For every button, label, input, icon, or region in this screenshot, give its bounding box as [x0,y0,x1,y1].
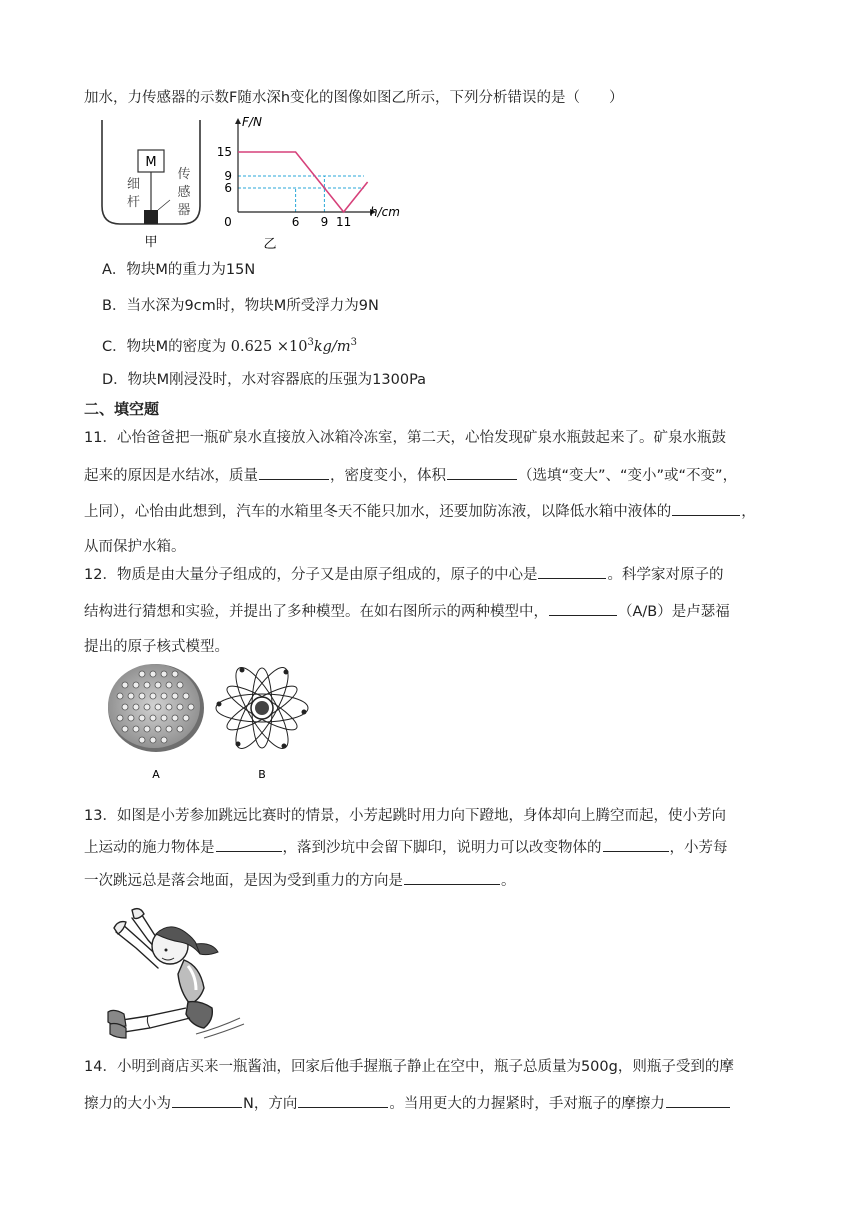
electron-dot-2 [161,671,167,677]
electron-dot-38 [150,737,156,743]
q11-line2: 起来的原因是水结冰，质量 ，密度变小，体积 （选填“变大”、“变小”或“不变”， [84,465,737,486]
y-axis-arrow [235,118,241,124]
option-a: A．物块M的重力为15N [102,262,256,278]
series-line [238,152,368,212]
electron-dot-16 [183,693,189,699]
electron-dot-39 [161,737,167,743]
electron-dot-15 [172,693,178,699]
q12-blank-2[interactable] [549,601,617,616]
q12-line1: 12．物质是由大量分子组成的，分子又是由原子组成的，原子的中心是 。科学家对原子的 [84,564,723,585]
x-tick-label-3: 11 [335,215,352,229]
electron-dot-1 [150,671,156,677]
electron-dot-31 [122,726,128,732]
sensor-block [144,210,158,224]
electron-dot-25 [128,715,134,721]
q14-blank-2[interactable] [298,1093,388,1108]
q11-blank-3[interactable] [672,501,740,516]
figure-jia [96,114,208,254]
q14-line1: 14．小明到商店买来一瓶酱油，回家后他手握瓶子静止在空中，瓶子总质量为500g，则瓶子受到的摩 [84,1059,734,1075]
atom-model-b-label: B [258,768,266,781]
electron-dot-12 [139,693,145,699]
electron-dot-7 [155,682,161,688]
electron-dot-13 [150,693,156,699]
q13-blank-3[interactable] [404,870,500,885]
electron-dot-19 [144,704,150,710]
rod-label-2: 杆 [126,195,140,210]
electron-dot-36 [177,726,183,732]
q13-line2: 上运动的施力物体是 ，落到沙坑中会留下脚印，说明力可以改变物体的 ，小芳每 [84,837,728,858]
atom-model-a-label: A [152,768,160,781]
electron-dot-30 [183,715,189,721]
electron-dot-28 [161,715,167,721]
electron-dot-29 [172,715,178,721]
block-m-label: M [145,155,157,170]
electron-dot-33 [144,726,150,732]
electron-dot-24 [117,715,123,721]
electron-dot-5 [133,682,139,688]
x-axis-label: h/cm [370,205,400,219]
atom-model-b-image [212,660,316,784]
x-tick-label-1: 6 [291,215,300,229]
electron-dot-37 [139,737,145,743]
electron-dot-34 [155,726,161,732]
sensor-label-2: 感 [177,185,191,200]
y-tick-label-2: 9 [224,169,232,183]
electron-dot-32 [133,726,139,732]
option-c-math: $0.625 \times 10^3kg/m^3$ [230,337,357,355]
electron-dot-4 [122,682,128,688]
y-tick-label-1: 6 [224,181,232,195]
long-jump-image [100,904,260,1040]
electron-dot-35 [166,726,172,732]
fig-yi-caption: 乙 [263,237,277,252]
q11-line4: 从而保护水箱。 [84,539,186,555]
q13-blank-1[interactable] [216,837,282,852]
electron-dot-26 [139,715,145,721]
figure-yi-chart [208,110,408,258]
q11-line3: 上同），心怡由此想到，汽车的水箱里冬天不能只加水，还要加防冻液，以降低水箱中液体的 ， [84,501,756,522]
q10-stem: 加水，力传感器的示数F随水深h变化的图像如图乙所示，下列分析错误的是（ ） [84,90,624,106]
q11-blank-2[interactable] [447,465,517,480]
fig-jia-caption: 甲 [144,235,158,250]
y-tick-label-3: 15 [216,145,232,159]
option-b: B．当水深为9cm时，物块M所受浮力为9N [102,298,379,314]
sensor-label-1: 传 [177,167,191,182]
rod-label-1: 细 [126,177,140,192]
q14-blank-1[interactable] [172,1093,242,1108]
q11-blank-1[interactable] [259,465,329,480]
electron-dot-23 [188,704,194,710]
q14-line2: 擦力的大小为 N，方向 。当用更大的力握紧时，手对瓶子的摩擦力 [84,1093,731,1114]
section-title: 二、填空题 [84,400,160,418]
q14-blank-3[interactable] [666,1093,730,1108]
q12-line3: 提出的原子核式模型。 [84,639,229,655]
q13-blank-2[interactable] [603,837,669,852]
electron-dot-18 [133,704,139,710]
q12-line2: 结构进行猜想和实验，并提出了多种模型。在如右图所示的两种模型中， （A/B）是卢瑟福 [84,601,730,622]
q11-line1: 11．心怡爸爸把一瓶矿泉水直接放入冰箱冷冻室，第二天，心怡发现矿泉水瓶鼓起来了。矿泉水瓶鼓 [84,430,726,446]
electron-dot-27 [150,715,156,721]
electron-dot-14 [161,693,167,699]
electron-dot-20 [155,704,161,710]
q13-line1: 13．如图是小芳参加跳远比赛时的情景，小芳起跳时用力向下蹬地，身体却向上腾空而起，使小芳向 [84,808,726,824]
y-axis-label: F/N [242,115,262,129]
q13-line3: 一次跳远总是落会地面，是因为受到重力的方向是 。 [84,870,516,891]
option-c [102,333,357,357]
electron-dot-0 [139,671,145,677]
electron-dot-6 [144,682,150,688]
electron-dot-8 [166,682,172,688]
option-d: D．物块M刚浸没时，水对容器底的压强为1300Pa [102,372,427,388]
electron-dot-21 [166,704,172,710]
electron-dot-9 [177,682,183,688]
x-tick-label-2: 9 [320,215,329,229]
q12-blank-1[interactable] [538,564,606,579]
atom-model-a-image [102,660,206,784]
electron-dot-3 [172,671,178,677]
x-tick-label-0: 0 [224,215,232,229]
electron-dot-10 [117,693,123,699]
electron-dot-22 [177,704,183,710]
electron-dot-17 [122,704,128,710]
electron-dot-11 [128,693,134,699]
option-c-label: C．物块M的密度为 [102,338,227,355]
sensor-label-3: 器 [177,203,191,218]
